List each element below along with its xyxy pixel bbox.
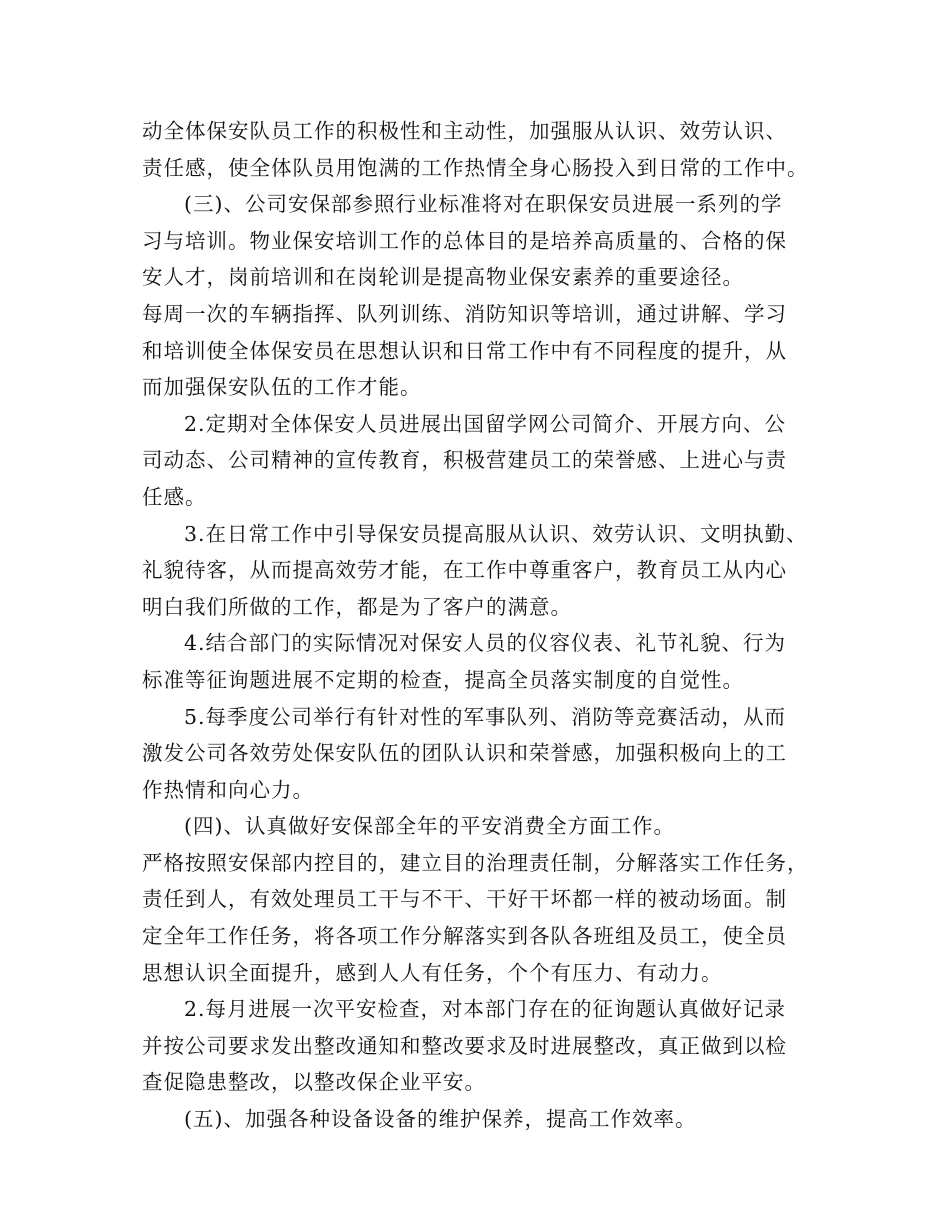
text-line: 查促隐患整改，以整改保企业平安。 (142, 1070, 486, 1095)
text-line: 责任感，使全体队员用饱满的工作热情全身心肠投入到日常的工作中。 (142, 155, 809, 180)
text-line: 4.结合部门的实际情况对保安人员的仪容仪表、礼节礼貌、行为 (184, 631, 787, 656)
text-line: 和培训使全体保安员在思想认识和日常工作中有不同程度的提升，从 (142, 338, 787, 363)
text-line: 2.定期对全体保安人员进展出国留学网公司简介、开展方向、公 (184, 411, 787, 436)
text-line: 而加强保安队伍的工作才能。 (142, 375, 422, 400)
text-line: 2.每月进展一次平安检查，对本部门存在的征询题认真做好记录 (184, 997, 787, 1022)
text-line: 习与培训。物业保安培训工作的总体目的是培养高质量的、合格的保 (142, 228, 787, 253)
text-line: 3.在日常工作中引导保安员提高服从认识、效劳认识、文明执勤、 (184, 521, 808, 546)
text-line: 动全体保安队员工作的积极性和主动性，加强服从认识、效劳认识、 (142, 119, 787, 143)
text-line: 5.每季度公司举行有针对性的军事队列、消防等竞赛活动，从而 (184, 704, 787, 729)
text-line: (五)、加强各种设备设备的维护保养，提高工作效率。 (184, 1107, 697, 1132)
text-line: 作热情和向心力。 (142, 777, 314, 802)
text-line: (四)、认真做好安保部全年的平安消费全方面工作。 (184, 814, 675, 839)
document-body (142, 113, 832, 1138)
text-line: 标准等征询题进展不定期的检查，提高全员落实制度的自觉性。 (142, 667, 744, 692)
text-line: 任感。 (142, 484, 207, 509)
text-line: 定全年工作任务，将各项工作分解落实到各队各班组及员工，使全员 (142, 924, 787, 949)
text-line: 明白我们所做的工作，都是为了客户的满意。 (142, 594, 572, 619)
text-line: (三)、公司安保部参照行业标准将对在职保安员进展一系列的学 (184, 192, 783, 217)
text-line: 激发公司各效劳处保安队伍的团队认识和荣誉感，加强积极向上的工 (142, 741, 787, 766)
text-line: 司动态、公司精神的宣传教育，积极营建员工的荣誉感、上进心与责 (142, 448, 787, 473)
text-line: 并按公司要求发出整改通知和整改要求及时进展整改，真正做到以检 (142, 1033, 787, 1058)
text-line: 责任到人，有效处理员工干与不干、干好干坏都一样的被动场面。制 (142, 887, 787, 912)
text-line: 严格按照安保部内控目的，建立目的治理责任制，分解落实工作任务， (142, 850, 809, 875)
text-line: 每周一次的车辆指挥、队列训练、消防知识等培训，通过讲解、学习 (142, 301, 787, 326)
text-line: 思想认识全面提升，感到人人有任务，个个有压力、有动力。 (142, 960, 723, 985)
text-line: 礼貌待客，从而提高效劳才能，在工作中尊重客户，教育员工从内心 (142, 558, 787, 583)
text-line: 安人才，岗前培训和在岗轮训是提高物业保安素养的重要途径。 (142, 265, 744, 290)
